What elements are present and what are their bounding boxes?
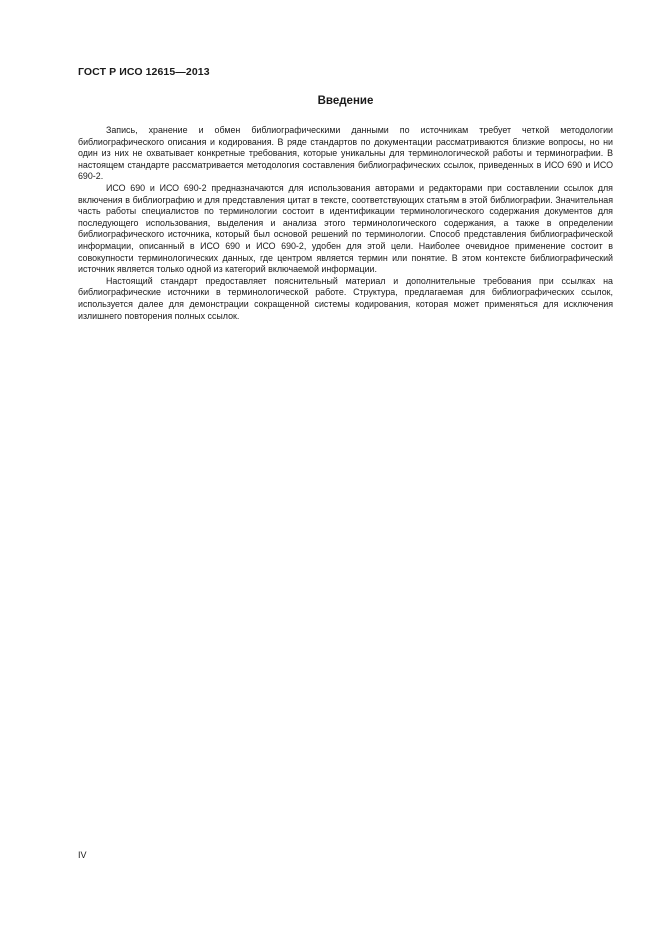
paragraph: Запись, хранение и обмен библиографическими данными по источникам требует четкой методологии библиографического описания и кодирования. В ряде стандартов по документации рассматриваются близкие вопросы, но ни один из них не охватывает конкретные требования, которые уникальны для терминологической работы и терминографии. В настоящем стандарте рассматривается методология составления библиографических ссылок, приведенных в ИСО 690 и ИСО 690-2. (78, 125, 613, 182)
section-title: Введение (317, 95, 374, 107)
paragraph: ИСО 690 и ИСО 690-2 предназначаются для использования авторами и редакторами при составлении ссылок для включения в библиографию и для представления цитат в тексте, соответствующих статьям в этой библиографии. Значительная часть работы специалистов по терминологии состоит в идентификации терминологического содержания документов для последующего использования, выделения и анализа этого терминологического содержания, а также в определении библиографического источника, который был основой решений по терминологии. Способ представления библиографической информации, описанный в ИСО 690 и ИСО 690-2, удобен для этой цели. Наиболее очевидное применение состоит в совокупности терминологических данных, где центром является термин или понятие. В этом контексте библиографический источник является только одной из категорий включаемой информации. (78, 182, 613, 275)
page-number: IV (78, 850, 87, 860)
document-header: ГОСТ Р ИСО 12615—2013 (78, 66, 210, 78)
document-body (78, 125, 613, 322)
paragraph: Настоящий стандарт предоставляет пояснительный материал и дополнительные требования при ссылках на библиографические источники в терминологической работе. Структура, предлагаемая для библиографических ссылок, используется далее для демонстрации сокращенной системы кодирования, которая может применяться для исключения излишнего повторения полных ссылок. (78, 275, 613, 321)
